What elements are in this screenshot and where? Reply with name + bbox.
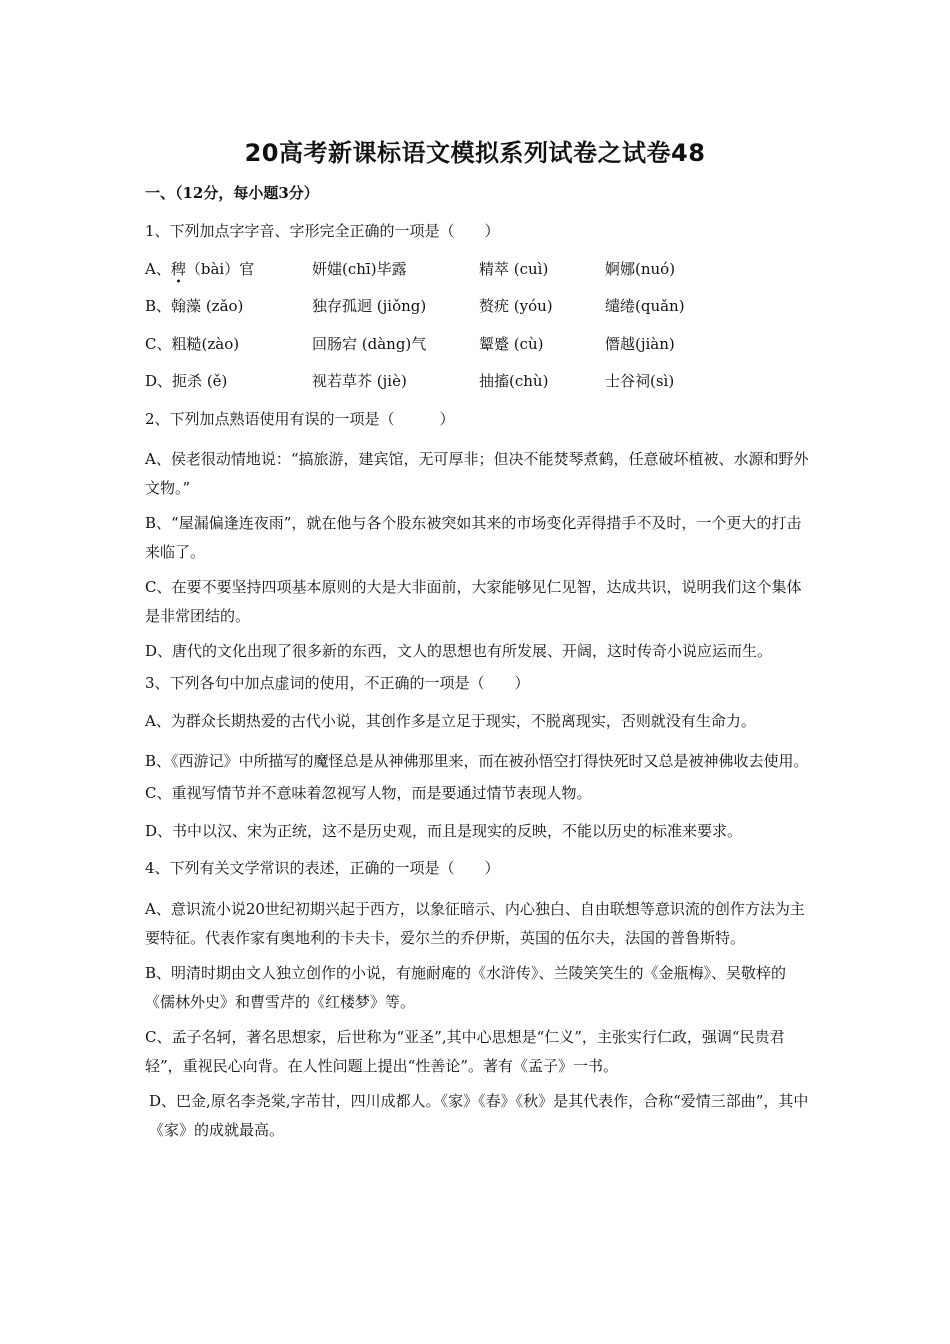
option-label: B、 — [145, 297, 172, 315]
question-1-option-a — [145, 258, 815, 280]
option-cell — [145, 258, 312, 280]
question-1-stem: 1、下列加点字字音、字形完全正确的一项是（ ） — [145, 222, 500, 240]
option-cell — [145, 333, 312, 355]
option-cell: 士谷祠(sì) — [605, 372, 675, 390]
option-text: 扼杀 — [172, 372, 203, 390]
dotted-word: 稗 — [171, 260, 186, 284]
option-cell: 精萃 (cuì) — [479, 259, 549, 278]
option-cell: 抽搐(chù) — [479, 372, 549, 390]
option-cell: 颦蹙 (cù) — [479, 334, 544, 353]
question-3-option-c: C、重视写情节并不意味着忽视写人物，而是要通过情节表现人物。 — [145, 784, 592, 802]
exam-content — [145, 182, 815, 1151]
option-cell: 独存孤迥 (jiǒng) — [312, 297, 427, 315]
option-cell: 婀娜(nuó) — [605, 259, 676, 278]
question-1-option-d — [145, 370, 815, 392]
option-cell — [145, 295, 312, 317]
option-label: A、 — [145, 259, 171, 278]
question-4-option-b: B、明清时期由文人独立创作的小说，有施耐庵的《水浒传》、兰陵笑笑生的《金瓶梅》、吴敬梓的《儒林外史》和曹雪芹的《红楼梦》等。 — [145, 963, 787, 1011]
option-cell — [145, 370, 312, 392]
section-heading: 一、（12分，每小题3分） — [145, 184, 319, 202]
question-1-option-c — [145, 333, 815, 355]
option-text: (zǎo) — [201, 297, 244, 315]
page-title: 20高考新课标语文模拟系列试卷之试卷48 — [244, 139, 706, 167]
option-cell: 视若草芥 (jiè) — [312, 372, 407, 390]
question-2-option-a: A、侯老很动情地说：“搞旅游，建宾馆，无可厚非；但决不能焚琴煮鹤，任意破坏植被、水源和野外文物。” — [145, 450, 809, 497]
question-2-stem: 2、下列加点熟语使用有误的一项是（ ） — [145, 409, 455, 428]
option-cell: 妍媸(chī)毕露 — [312, 259, 407, 278]
question-3-option-d: D、书中以汉、宋为正统，这不是历史观，而且是现实的反映，不能以历史的标准来要求。 — [145, 821, 743, 840]
option-cell: 回肠宕 (dàng)气 — [312, 334, 427, 353]
option-label: C、 — [145, 334, 172, 353]
question-4-stem: 4、下列有关文学常识的表述，正确的一项是（ ） — [145, 859, 500, 877]
question-4-option-a: A、意识流小说20世纪初期兴起于西方，以象征暗示、内心独白、自由联想等意识流的创作方法为主要特征。代表作家有奥地利的卡夫卡，爱尔兰的乔伊斯，英国的伍尔夫，法国的普鲁斯特。 — [145, 899, 805, 947]
question-3-option-b: B、《西游记》中所描写的魔怪总是从神佛那里来，而在被孙悟空打得快死时又总是被神佛收去使用。 — [145, 752, 809, 770]
option-text: (zào) — [201, 334, 240, 353]
option-cell: 缱绻(quǎn) — [605, 297, 685, 315]
option-text: 粗糙 — [171, 334, 202, 353]
question-3-option-a: A、为群众长期热爱的古代小说，其创作多是立足于现实，不脱离现实，否则就没有生命力。 — [145, 711, 756, 730]
option-cell: 僭越(jiàn) — [605, 334, 675, 353]
question-3-stem: 3、下列各句中加点虚词的使用，不正确的一项是（ ） — [145, 674, 530, 692]
question-2-option-b: B、“屋漏偏逢连夜雨”，就在他与各个股东被突如其来的市场变化弄得措手不及时，一个更大的打击来临了。 — [145, 514, 802, 561]
question-1-option-b — [145, 295, 815, 317]
option-label: D、 — [145, 372, 173, 390]
option-text: （bài）官 — [185, 259, 255, 278]
question-4-option-d: D、巴金,原名李尧棠,字芾甘，四川成都人。《家》《春》《秋》是其代表作，合称“爱情三部曲”，其中《家》的成就最高。 — [149, 1091, 809, 1139]
option-text: 翰藻 — [171, 297, 202, 315]
question-2-option-d: D、唐代的文化出现了很多新的东西，文人的思想也有所发展、开阔，这时传奇小说应运而生。 — [145, 642, 773, 660]
question-2-option-c: C、在要不要坚持四项基本原则的大是大非面前，大家能够见仁见智，达成共识，说明我们这个集体是非常团结的。 — [145, 578, 802, 625]
option-text: (ě) — [202, 372, 228, 390]
option-cell: 赘疣 (yóu) — [479, 297, 553, 315]
question-4-option-c: C、孟子名轲，著名思想家，后世称为“亚圣”,其中心思想是“仁义”，主张实行仁政，强调“民贵君轻”，重视民心向背。在人性问题上提出“性善论”。著有《孟子》一书。 — [145, 1027, 785, 1075]
